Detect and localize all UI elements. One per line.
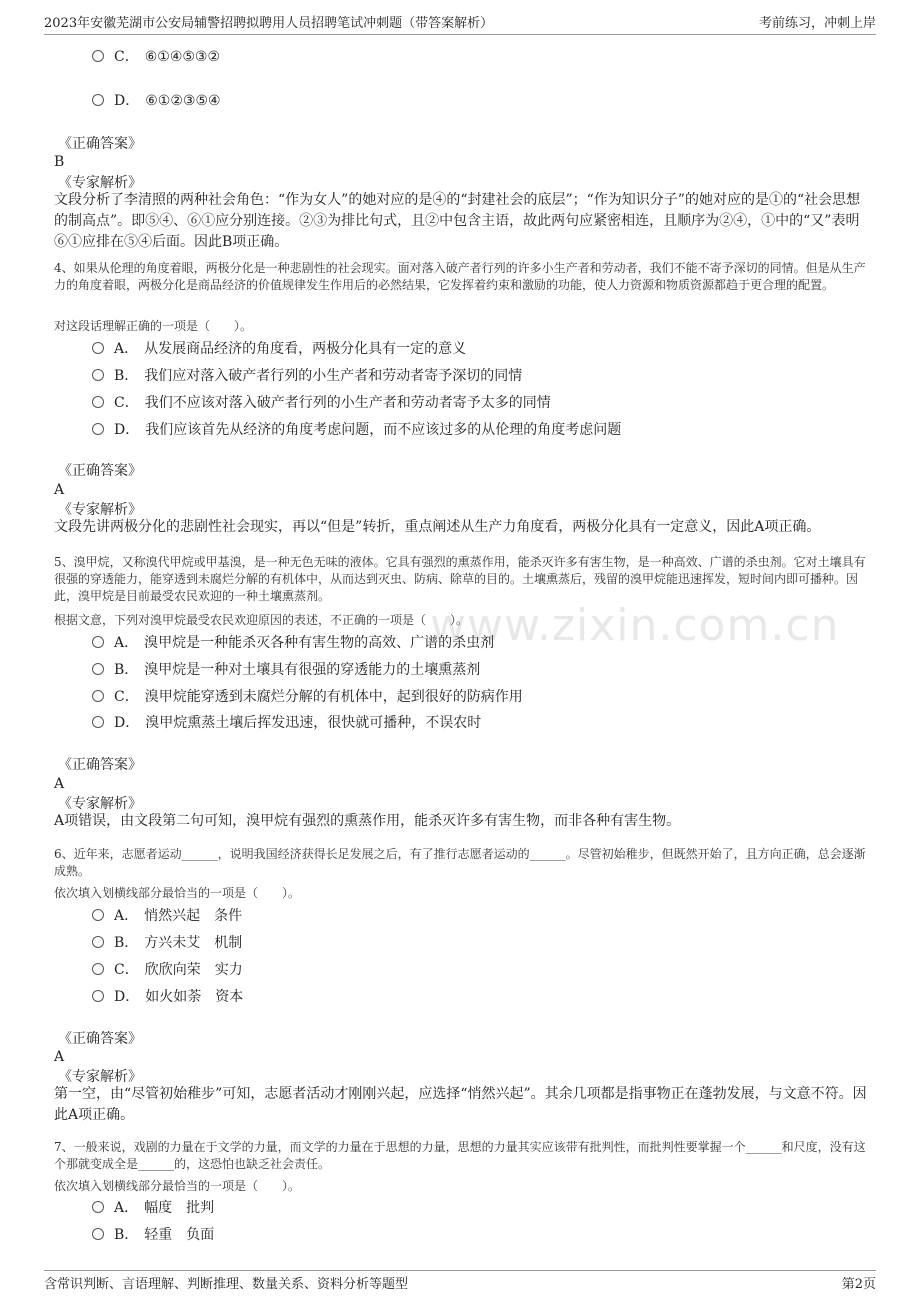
q5-option-b[interactable]: [92, 660, 480, 680]
q5-answer-label: 《正确答案》: [58, 757, 142, 773]
page-header: [44, 10, 876, 35]
radio-icon[interactable]: [92, 963, 104, 975]
option-letter: B．: [114, 662, 139, 678]
q6-analysis-label: 《专家解析》: [58, 1069, 142, 1085]
radio-icon[interactable]: [92, 369, 104, 381]
radio-icon[interactable]: [92, 342, 104, 354]
option-text: 溴甲烷熏蒸土壤后挥发迅速，很快就可播种，不误农时: [145, 715, 482, 731]
q6-analysis: 第一空，由“尽管初始稚步”可知，志愿者活动才刚刚兴起，应选择“悄然兴起”。其余几项都是指事物正在蓬勃发展，与文意不符。因此A项正确。: [54, 1086, 867, 1123]
q5-answer: A: [54, 776, 65, 792]
q5-prompt: 根据文意，下列对溴甲烷最受农民欢迎原因的表述，不正确的一项是（ ）。: [54, 613, 469, 627]
option-text: 悄然兴起 条件: [144, 908, 243, 924]
radio-icon[interactable]: [92, 94, 104, 106]
q5-option-c[interactable]: [92, 687, 523, 707]
radio-icon[interactable]: [92, 990, 104, 1002]
radio-icon[interactable]: [92, 396, 104, 408]
q6-answer: A: [54, 1049, 65, 1065]
option-letter: B．: [114, 1227, 139, 1243]
radio-icon[interactable]: [92, 690, 104, 702]
watermark: www.zixin.com.cn: [430, 600, 840, 651]
q4-analysis-label: 《专家解析》: [58, 502, 142, 518]
q4-answer-label: 《正确答案》: [58, 463, 142, 479]
option-text: ⑥①②③⑤④: [145, 93, 221, 109]
option-text: 从发展商品经济的角度看，两极分化具有一定的意义: [144, 341, 467, 357]
q3-analysis-label: 《专家解析》: [58, 175, 142, 191]
option-letter: D．: [114, 93, 140, 109]
q7-option-b[interactable]: [92, 1225, 214, 1245]
q5-stem: 5、溴甲烷，又称溴代甲烷或甲基溴，是一种无色无味的液体。它具有强烈的熏蒸作用，能杀灭许多有害生物，是一种高效、广谱的杀虫剂。它对土壤具有很强的穿透能力，能穿透到未腐烂分解的有机体中，从而达到灭虫、防病、除草的目的。土壤熏蒸后，残留的溴甲烷能迅速挥发，短时间内即可播种。因此，溴甲烷是目前最受农民欢迎的一种土壤熏蒸剂。: [54, 555, 866, 603]
option-text: 我们应该首先从经济的角度考虑问题，而不应该过多的从伦理的角度考虑问题: [145, 422, 622, 438]
document-title: 2023年安徽芜湖市公安局辅警招聘拟聘用人员招聘笔试冲刺题（带答案解析）: [44, 16, 494, 31]
option-text: 我们应对落入破产者行列的小生产者和劳动者寄予深切的同情: [144, 368, 523, 384]
option-text: 欣欣向荣 实力: [144, 962, 243, 978]
option-text: 轻重 负面: [144, 1227, 215, 1243]
option-letter: C．: [114, 962, 139, 978]
q6-prompt: 依次填入划横线部分最恰当的一项是（ ）。: [54, 886, 301, 900]
q6-option-d[interactable]: [92, 987, 243, 1007]
q7-option-a[interactable]: [92, 1198, 214, 1218]
page-number: 第2页: [841, 1277, 876, 1292]
option-letter: A．: [114, 1200, 139, 1216]
radio-icon[interactable]: [92, 1201, 104, 1213]
q3-option-d[interactable]: [92, 91, 221, 111]
q6-option-b[interactable]: [92, 933, 242, 953]
radio-icon[interactable]: [92, 1228, 104, 1240]
q3-answer-label: 《正确答案》: [58, 136, 142, 152]
option-text: 幅度 批判: [144, 1200, 215, 1216]
q4-prompt: 对这段话理解正确的一项是（ ）。: [54, 319, 253, 333]
q3-option-c[interactable]: [92, 47, 220, 67]
q3-answer: B: [54, 154, 65, 170]
option-text: 溴甲烷是一种能杀灭各种有害生物的高效、广谱的杀虫剂: [144, 635, 495, 651]
radio-icon[interactable]: [92, 636, 104, 648]
option-letter: C．: [114, 49, 139, 65]
footer-topics: 含常识判断、言语理解、判断推理、数量关系、资料分析等题型: [44, 1277, 409, 1292]
q6-option-a[interactable]: [92, 906, 242, 926]
option-letter: D．: [114, 715, 140, 731]
q5-analysis-label: 《专家解析》: [58, 796, 142, 812]
option-letter: C．: [114, 395, 139, 411]
q5-analysis: A项错误，由文段第二句可知，溴甲烷有强烈的熏蒸作用，能杀灭许多有害生物，而非各种有害生物。: [54, 813, 681, 829]
option-text: 我们不应该对落入破产者行列的小生产者和劳动者寄予太多的同情: [144, 395, 551, 411]
option-text: ⑥①④⑤③②: [144, 49, 221, 65]
radio-icon[interactable]: [92, 50, 104, 62]
q4-option-d[interactable]: [92, 420, 621, 440]
option-letter: D．: [114, 422, 140, 438]
option-letter: A．: [114, 635, 139, 651]
q4-option-c[interactable]: [92, 393, 551, 413]
option-letter: D．: [114, 989, 140, 1005]
q4-analysis: 文段先讲两极分化的悲剧性社会现实，再以“但是”转折，重点阐述从生产力角度看，两极分化具有一定意义，因此A项正确。: [54, 519, 821, 535]
q4-option-a[interactable]: [92, 339, 466, 359]
radio-icon[interactable]: [92, 423, 104, 435]
page-footer: [44, 1270, 876, 1293]
option-letter: A．: [114, 908, 139, 924]
radio-icon[interactable]: [92, 663, 104, 675]
q6-stem: 6、近年来，志愿者运动______，说明我国经济获得长足发展之后，有了推行志愿者运动的______。尽管初始稚步，但既然开始了，且方向正确，总会逐渐成熟。: [54, 847, 866, 878]
q4-answer: A: [54, 482, 65, 498]
q4-stem: 4、如果从伦理的角度着眼，两极分化是一种悲剧性的社会现实。面对落入破产者行列的许多小生产者和劳动者，我们不能不寄予深切的同情。但是从生产力的角度着眼，两极分化是商品经济的价值规律发生作用后的必然结果，它发挥着约束和激励的功能，使人力资源和物质资源都趋于更合理的配置。: [54, 261, 866, 292]
header-slogan: 考前练习，冲刺上岸: [758, 16, 876, 31]
q6-answer-label: 《正确答案》: [58, 1031, 142, 1047]
q7-prompt: 依次填入划横线部分最恰当的一项是（ ）。: [54, 1179, 301, 1193]
option-letter: B．: [114, 368, 139, 384]
option-text: 溴甲烷能穿透到未腐烂分解的有机体中，起到很好的防病作用: [144, 689, 523, 705]
q6-option-c[interactable]: [92, 960, 243, 980]
radio-icon[interactable]: [92, 936, 104, 948]
radio-icon[interactable]: [92, 716, 104, 728]
radio-icon[interactable]: [92, 909, 104, 921]
option-letter: C．: [114, 689, 139, 705]
option-letter: A．: [114, 341, 139, 357]
option-text: 方兴未艾 机制: [144, 935, 243, 951]
q3-analysis: 文段分析了李清照的两种社会角色：“作为女人”的她对应的是④的“封建社会的底层”；“作为知识分子”的她对应的是①的“社会思想的制高点”。即⑤④、⑥①应分别连接。②③为排比句式，且②中包含主语，故此两句应紧密相连，且顺序为②④，①中的“又”表明⑥①应排在⑤④后面。因此B项正确。: [54, 192, 861, 250]
option-letter: B．: [114, 935, 139, 951]
q4-option-b[interactable]: [92, 366, 522, 386]
q5-option-a[interactable]: [92, 633, 494, 653]
option-text: 溴甲烷是一种对土壤具有很强的穿透能力的土壤熏蒸剂: [144, 662, 481, 678]
q5-option-d[interactable]: [92, 713, 481, 733]
q7-stem: 7、一般来说，戏剧的力量在于文学的力量，而文学的力量在于思想的力量，思想的力量其实应该带有批判性，而批判性要掌握一个______和尺度，没有这个那就变成全是______的，这恐怕也缺乏社会责任。: [54, 1140, 866, 1171]
option-text: 如火如荼 资本: [145, 989, 244, 1005]
